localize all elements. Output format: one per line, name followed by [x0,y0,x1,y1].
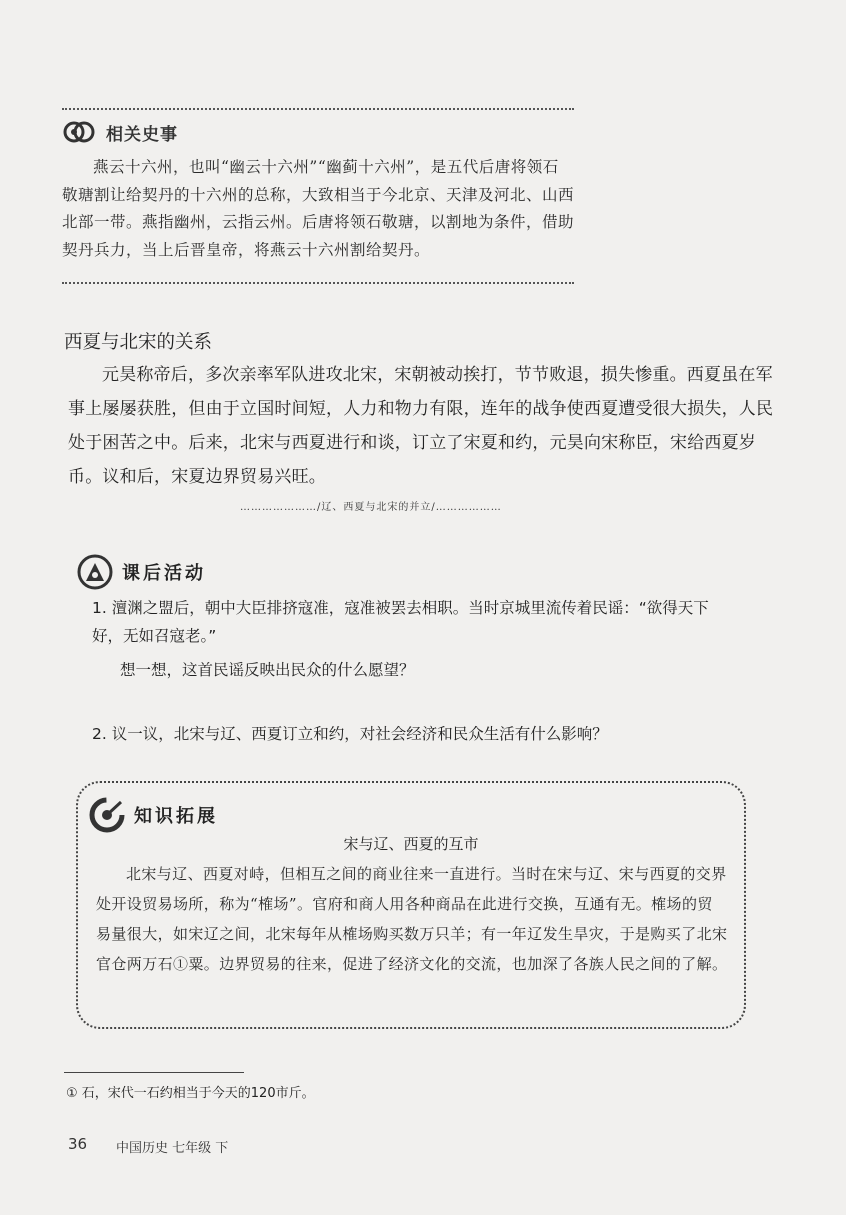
knowledge-header [88,795,218,835]
activity-header [76,552,776,592]
section-body: 元昊称帝后，多次亲率军队进攻北宋，宋朝被动挨打，节节败退，损失惨重。西夏虽在军事上屡屡获胜，但由于立国时间短，人力和物力有限，连年的战争使西夏遭受很大损失，人民处于困苦之中。后来，北宋与西夏进行和谈，订立了宋夏和约，元昊向宋称臣，宋给西夏岁币。议和后，宋夏边界贸易兴旺。 [68,365,774,487]
book-title: 中国历史 七年级 下 [116,1141,229,1156]
section-heading: 西夏与北宋的关系 [64,332,213,353]
bottom-dotted-divider [62,282,574,284]
knowledge-title: 知识拓展 [134,806,218,827]
footnote: ① 石，宋代一石约相当于今天的120市斤。 [66,1086,315,1101]
activity-title: 课后活动 [122,563,206,584]
top-dotted-divider [62,108,574,110]
activity-question-1: 1. 澶渊之盟后，朝中大臣排挤寇准，寇准被罢去相职。当时京城里流传着民谣：“欲得天下好，无如召寇老。” [92,599,709,645]
knowledge-icon [88,796,126,834]
activity-icon [76,553,114,591]
activity-question-1-prompt: 想一想，这首民谣反映出民众的什么愿望？ [120,661,415,679]
section-footer: …………………/辽、西夏与北宋的并立/……………… [240,502,502,513]
page-number: 36 [68,1135,88,1153]
related-events-box [62,112,574,264]
related-events-header [62,112,574,152]
activity-question-2: 2. 议一议，北宋与辽、西夏订立和约，对社会经济和民众生活有什么影响？ [92,725,608,743]
knowledge-text: 北宋与辽、西夏对峙，但相互之间的商业往来一直进行。当时在宋与辽、宋与西夏的交界处开设贸易场所，称为“榷场”。官府和商人用各种商品在此进行交换，互通有无。榷场的贸易量很大，如宋辽之间，北宋每年从榷场购买数万只羊；有一年辽发生旱灾，于是购买了北宋官仓两万石①粟。边界贸易的往来，促进了经济文化的交流，也加深了各族人民之间的了解。 [96,865,728,973]
activity-section [76,552,776,743]
related-events-text: 燕云十六州，也叫“幽云十六州”“幽蓟十六州”，是五代后唐将领石敬瑭割让给契丹的十六州的总称，大致相当于今北京、天津及河北、山西北部一带。燕指幽州，云指云州。后唐将领石敬瑭，以割地为条件，借助契丹兵力，当上后晋皇帝，将燕云十六州割给契丹。 [62,158,575,259]
knowledge-box [76,781,746,1029]
footnote-rule [64,1072,244,1073]
knowledge-subtitle: 宋与辽、西夏的互市 [343,835,479,853]
related-events-title: 相关史事 [106,124,178,145]
related-events-icon [62,115,96,149]
